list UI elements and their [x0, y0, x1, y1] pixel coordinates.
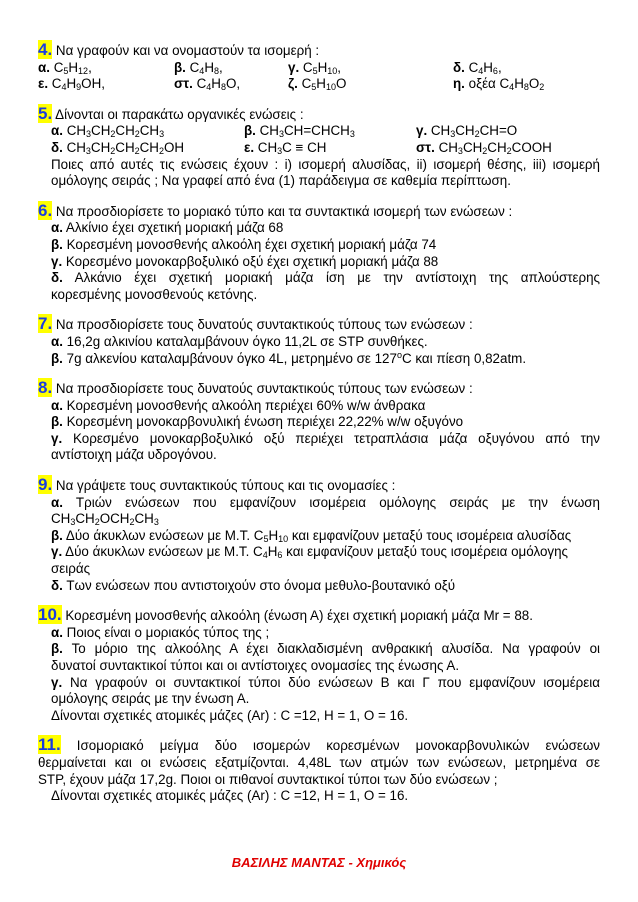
sub-question-c: γ. Κορεσμένο μονοκαρβοξυλικό οξύ έχει σχετική μοριακή μάζα 88: [51, 253, 439, 269]
sub-question-b: β. Δύο άκυκλων ενώσεων με Μ.Τ. $C_5H_{10}$ και εμφανίζουν μεταξύ τους ισομέρεια αλυσίδας: [51, 527, 572, 544]
question-text: Ποιες από αυτές τις ενώσεις έχουν : i) ισομερή αλυσίδας, ii) ισομερή θέσης, iii) ισομερή: [51, 156, 600, 172]
formula-item: ε. $CH_3C$ ≡ CH: [244, 139, 327, 156]
sub-question-b: β. 7g αλκενίου καταλαμβάνουν όγκο 4L, μετρημένο σε 127$^o$C και πίεση 0,82atm.: [51, 349, 527, 366]
sub-question-d: δ. Των ενώσεων που αντιστοιχούν στο όνομα μεθυλο-βουτανικό οξύ: [51, 577, 456, 593]
sub-question-d: δ. Αλκάνιο έχει σχετική μοριακή μάζα ίση με την αντίστοιχη της απλούστερης: [51, 270, 600, 286]
formula-item: δ. $C_4H_6$,: [453, 59, 502, 76]
formula-item: δ. $CH_3CH_2CH_2CH_2OH$: [51, 139, 185, 156]
sub-question-b: β. Κορεσμένη μονοσθενής αλκοόλη έχει σχετική μοριακή μάζα 74: [51, 236, 437, 252]
question-10: [38, 607, 600, 724]
author-footer: ΒΑΣΙΛΗΣ ΜΑΝΤΑΣ - Χημικός: [231, 855, 407, 870]
question-number: 8.: [38, 378, 53, 398]
question-number: 5.: [38, 103, 53, 123]
sub-question-c: γ. Δύο άκυκλων ενώσεων με Μ.Τ. $C_4H_6$ και εμφανίζουν μεταξύ τους ισομέρεια ομόλογης: [51, 544, 568, 561]
question-number: 6.: [38, 200, 53, 220]
question-number: 7.: [38, 314, 53, 334]
formula-item: στ. $CH_3CH_2CH_2COOH$: [416, 139, 552, 156]
question-6: [38, 200, 600, 304]
sub-question-b: β. Κορεσμένη μονοκαρβονυλική ένωση περιέχει 22,22% w/w οξυγόνο: [51, 414, 464, 430]
sub-question-c-cont: ομόλογης σειράς με την ένωση Α.: [51, 691, 250, 707]
formula-item: β. $CH_3CH=CHCH_3$: [244, 123, 355, 140]
formula-item: ε. $C_4H_9OH$,: [38, 76, 105, 93]
sub-question-c: γ. Κορεσμένο μονοκαρβοξυλικό οξύ περιέχει τετραπλάσια μάζα οξυγόνου από την: [51, 430, 600, 446]
question-9: [38, 477, 600, 594]
sub-question-d-cont: κορεσμένης μονοσθενούς κετόνης.: [51, 286, 258, 302]
sub-question-c-cont: σειράς: [51, 561, 91, 577]
question-8: [38, 380, 600, 464]
question-title: Κορεσμένη μονοσθενής αλκοόλη (ένωση Α) έχει σχετική μοριακή μάζα Mr = 88.: [61, 608, 533, 624]
question-text: θερμαίνεται και οι ενώσεις εξατμίζονται. 4,48L των ατμών των ενώσεων, μετρημένα σε: [38, 754, 600, 770]
sub-question-c: γ. Να γραφούν οι συντακτικοί τύποι δύο ενώσεων Β και Γ που εμφανίζουν ισομέρεια: [51, 674, 600, 690]
formula-item: η. οξέα $C_4H_8O_2$: [453, 76, 545, 93]
formula-item: α. $C_5H_{12}$,: [38, 59, 92, 76]
question-title: Να προσδιορίσετε τους δυνατούς συντακτικούς τύπους των ενώσεων :: [52, 317, 473, 333]
question-number: 4.: [38, 40, 53, 59]
question-11: [38, 737, 600, 804]
question-5: [38, 103, 600, 190]
sub-question-c-cont: αντίστοιχη μάζα υδρογόνου.: [51, 447, 217, 463]
formula-item: ζ. $C_5H_{10}O$: [288, 76, 347, 93]
question-number: 11.: [38, 735, 61, 755]
formula-grid: [38, 60, 600, 93]
formula-item: στ. $C_4H_8O$,: [174, 76, 241, 93]
question-title: Να γράψετε τους συντακτικούς τύπους και τις ονομασίες :: [52, 478, 396, 494]
formula-item: β. $C_4H_8$,: [174, 59, 223, 76]
sub-question-a: α. 16,2g αλκινίου καταλαμβάνουν όγκο 11,2L σε STP συνθήκες.: [51, 333, 428, 349]
question-title: Ισομοριακό μείγμα δύο ισομερών κορεσμένων μονοκαρβονυλικών ενώσεων: [60, 738, 600, 754]
question-title: Να γραφούν και να ονομαστούν τα ισομερή :: [52, 43, 320, 58]
question-text: STP, έχουν μάζα 17,2g. Ποιοι οι πιθανοί συντακτικοί τύποι των δύο ενώσεων ;: [38, 771, 498, 787]
formula-item: α. $CH_3CH_2CH_2CH_3$: [51, 123, 165, 140]
formula-item: γ. $C_5H_{10}$,: [288, 59, 341, 76]
question-number: 10.: [38, 605, 62, 625]
sub-question-a: α. Κορεσμένη μονοσθενής αλκοόλη περιέχει 60% w/w άνθρακα: [51, 397, 426, 413]
sub-question-a: α. Ποιος είναι ο μοριακός τύπος της ;: [51, 624, 270, 640]
sub-question-b-cont: δυνατοί συντακτικοί τύποι και οι αντίστοιχες ονομασίες της ένωσης Α.: [51, 658, 460, 673]
given-masses: Δίνονται σχετικές ατομικές μάζες (Ar) : C =12, H = 1, O = 16.: [51, 707, 409, 723]
question-number: 9.: [38, 475, 53, 495]
question-4: [38, 42, 600, 93]
sub-question-a: α. Αλκίνιο έχει σχετική μοριακή μάζα 68: [51, 220, 284, 236]
question-text: ομόλογης σειράς ; Να γραφεί από ένα (1) παράδειγμα σε καθεμία περίπτωση.: [51, 173, 511, 189]
question-title: Δίνονται οι παρακάτω οργανικές ενώσεις :: [52, 106, 304, 122]
sub-question-a-formula: $CH_3CH_2OCH_2CH_3$: [51, 511, 159, 528]
sub-question-a: α. Τριών ενώσεων που εμφανίζουν ισομέρεια ομόλογης σειράς με την ένωση: [51, 494, 600, 510]
formula-item: γ. $CH_3CH_2CH=O$: [416, 123, 518, 140]
worksheet: [38, 42, 600, 818]
question-title: Να προσδιορίσετε το μοριακό τύπο και τα συντακτικά ισομερή των ενώσεων :: [52, 203, 513, 219]
given-masses: Δίνονται σχετικές ατομικές μάζες (Ar) : C =12, H = 1, O = 16.: [51, 788, 409, 804]
question-7: [38, 316, 600, 367]
question-title: Να προσδιορίσετε τους δυνατούς συντακτικούς τύπους των ενώσεων :: [52, 381, 473, 397]
sub-question-b: β. Το μόριο της αλκοόλης Α έχει διακλαδισμένη ανθρακική αλυσίδα. Να γραφούν οι: [51, 641, 600, 657]
formula-grid: [38, 123, 600, 156]
